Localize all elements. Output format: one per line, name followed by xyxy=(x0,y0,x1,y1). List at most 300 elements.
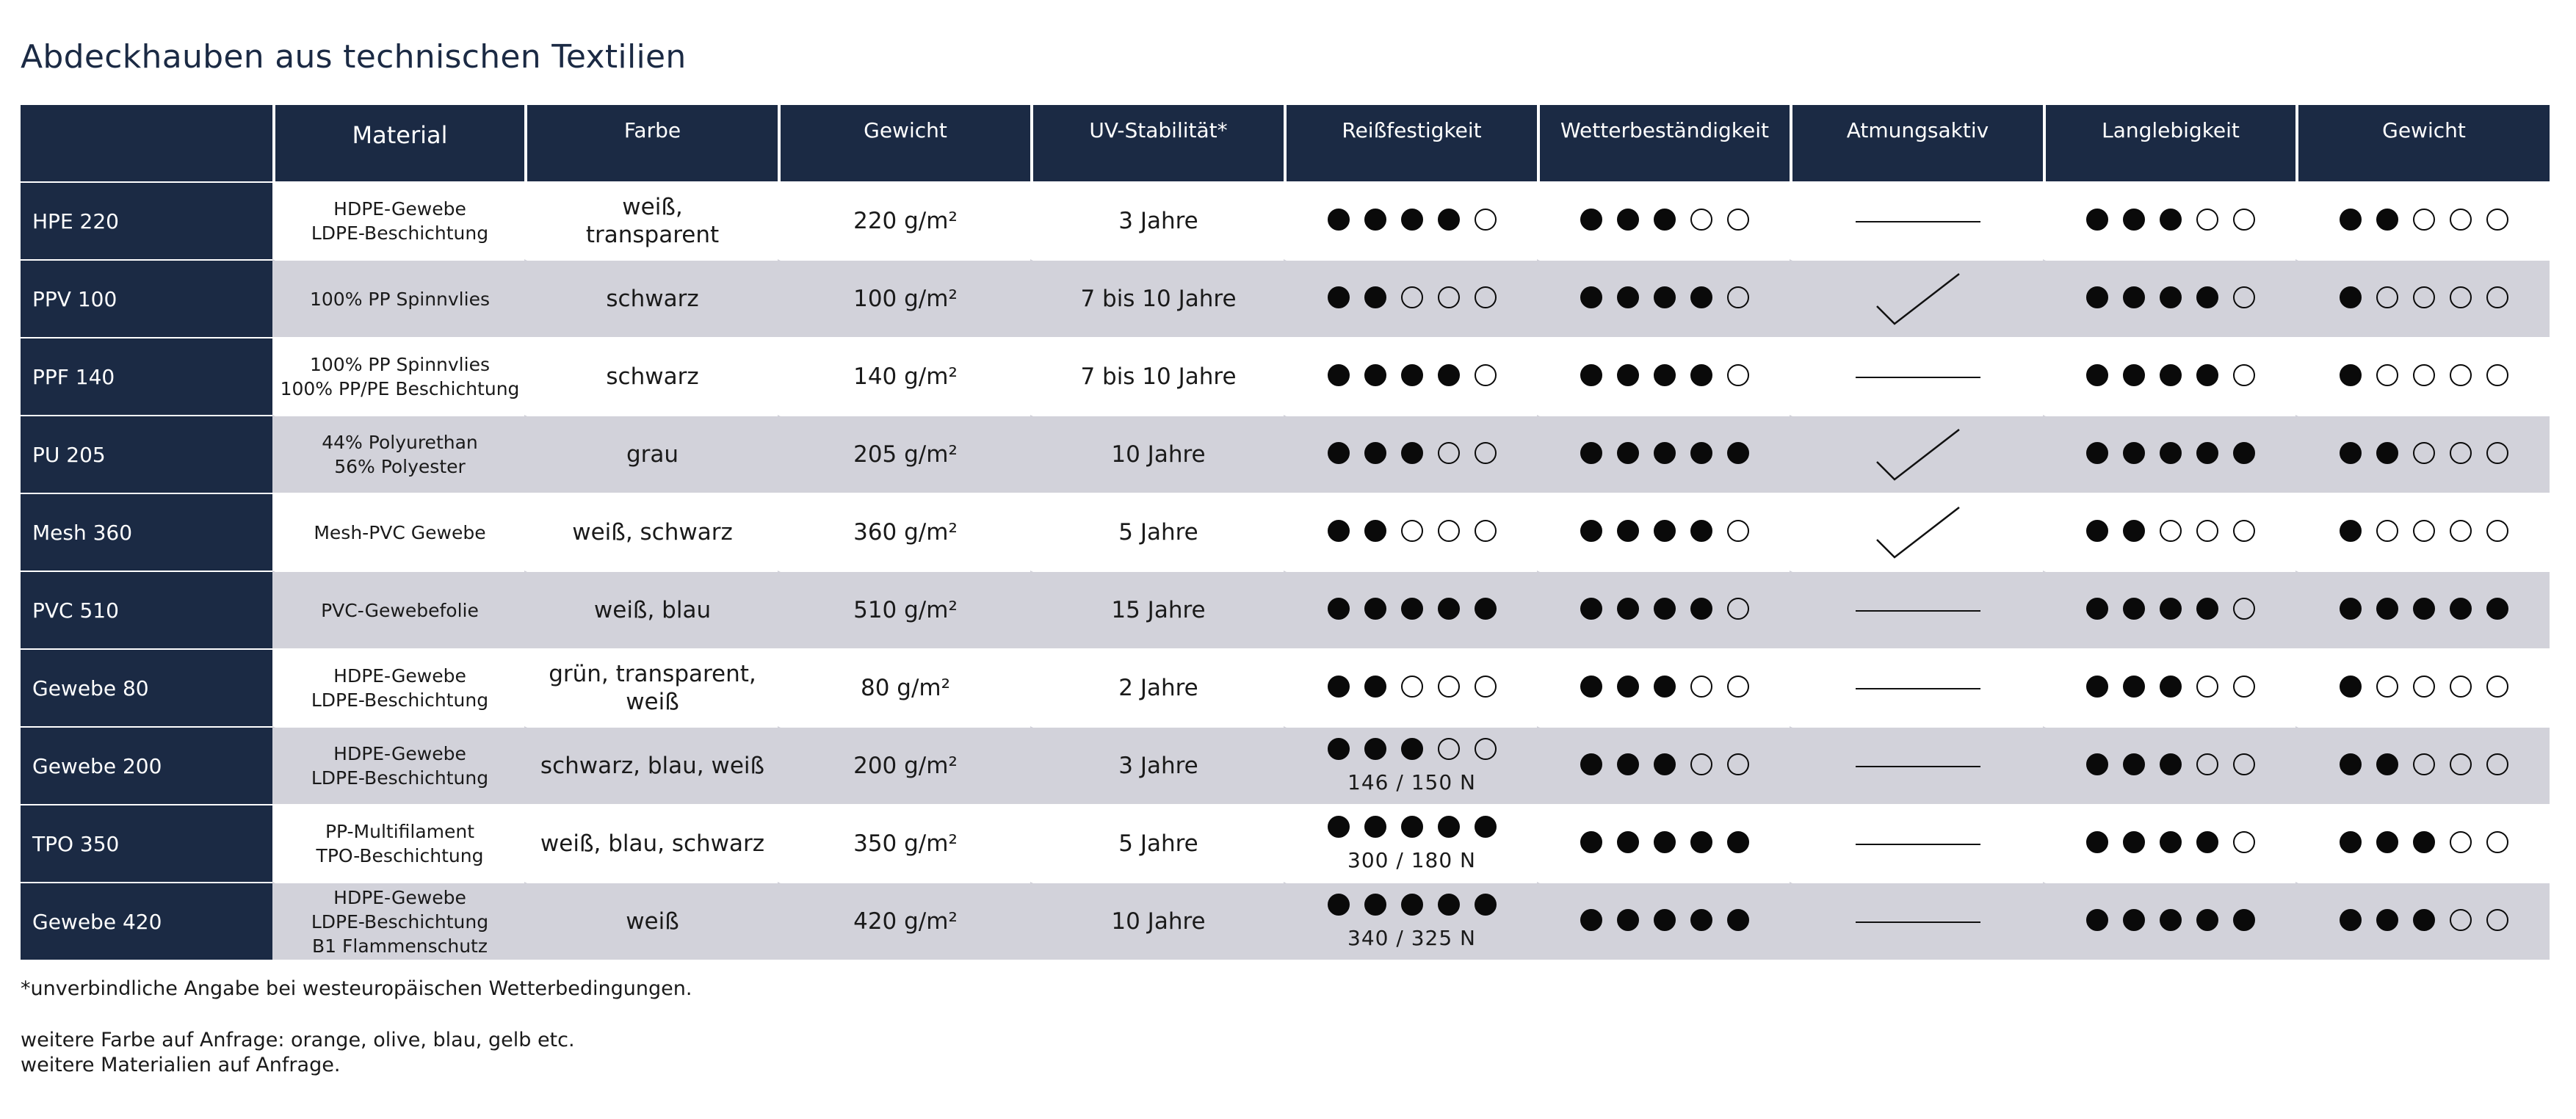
empty-dot-icon xyxy=(1690,753,1712,775)
filled-dot-icon xyxy=(2340,676,2362,698)
filled-dot-icon xyxy=(2123,909,2145,931)
filled-dot-icon xyxy=(2160,831,2182,853)
filled-dot-icon xyxy=(2123,442,2145,464)
langlebigkeit-cell xyxy=(2043,259,2295,337)
empty-dot-icon xyxy=(1727,364,1749,386)
note-materials: weitere Materialien auf Anfrage. xyxy=(21,1054,341,1076)
gewicht-rating xyxy=(2332,753,2516,775)
gewicht-cell: 140 g/m² xyxy=(778,337,1030,415)
atmungsaktiv-cell xyxy=(1790,493,2043,571)
filled-dot-icon xyxy=(2450,598,2472,620)
dash-icon xyxy=(1856,766,1980,767)
filled-dot-icon xyxy=(2086,442,2108,464)
filled-dot-icon xyxy=(1364,738,1386,760)
empty-dot-icon xyxy=(2196,753,2218,775)
reissfestigkeit-cell xyxy=(1284,181,1537,259)
atmungsaktiv-cell xyxy=(1790,804,2043,882)
filled-dot-icon xyxy=(2376,442,2398,464)
filled-dot-icon xyxy=(1580,909,1602,931)
filled-dot-icon xyxy=(1401,598,1423,620)
filled-dot-icon xyxy=(2160,909,2182,931)
filled-dot-icon xyxy=(1475,894,1497,916)
filled-dot-icon xyxy=(1690,364,1712,386)
empty-dot-icon xyxy=(2486,909,2508,931)
filled-dot-icon xyxy=(1328,364,1350,386)
product-name: Gewebe 80 xyxy=(21,648,272,726)
filled-dot-icon xyxy=(1617,286,1639,308)
empty-dot-icon xyxy=(2233,286,2255,308)
material-line: LDPE-Beschichtung xyxy=(311,767,489,789)
product-name: TPO 350 xyxy=(21,804,272,882)
gewicht-rating-cell xyxy=(2295,181,2550,259)
empty-dot-icon xyxy=(2450,676,2472,698)
filled-dot-icon xyxy=(2086,676,2108,698)
empty-dot-icon xyxy=(1438,442,1460,464)
farbe-cell xyxy=(524,882,778,960)
filled-dot-icon xyxy=(2233,909,2255,931)
checkmark-icon xyxy=(1874,269,1962,328)
gewicht-cell: 205 g/m² xyxy=(778,415,1030,493)
filled-dot-icon xyxy=(1654,598,1676,620)
reissfestigkeit-cell xyxy=(1284,415,1537,493)
wetter-rating xyxy=(1573,286,1756,308)
filled-dot-icon xyxy=(1580,442,1602,464)
farbe-line: schwarz xyxy=(606,286,699,312)
gewicht-rating-cell xyxy=(2295,415,2550,493)
empty-dot-icon xyxy=(2196,520,2218,542)
filled-dot-icon xyxy=(2196,286,2218,308)
gewicht-cell: 80 g/m² xyxy=(778,648,1030,726)
wetter-cell xyxy=(1537,181,1790,259)
langlebigkeit-rating xyxy=(2079,598,2262,620)
filled-dot-icon xyxy=(1364,816,1386,838)
gewicht-rating-cell xyxy=(2295,882,2550,960)
filled-dot-icon xyxy=(1401,738,1423,760)
filled-dot-icon xyxy=(1401,894,1423,916)
footnote-uv: *unverbindliche Angabe bei westeuropäischen Wetterbedingungen. xyxy=(21,977,692,1000)
filled-dot-icon xyxy=(1364,442,1386,464)
empty-dot-icon xyxy=(2233,364,2255,386)
empty-dot-icon xyxy=(1727,520,1749,542)
header-reissfestigkeit: Reißfestigkeit xyxy=(1284,105,1537,181)
empty-dot-icon xyxy=(2450,286,2472,308)
filled-dot-icon xyxy=(2376,831,2398,853)
note-colors: weitere Farbe auf Anfrage: orange, olive, blau, gelb etc. xyxy=(21,1029,575,1051)
farbe-cell xyxy=(524,415,778,493)
footnotes xyxy=(21,977,692,1078)
filled-dot-icon xyxy=(2413,831,2435,853)
filled-dot-icon xyxy=(1328,286,1350,308)
filled-dot-icon xyxy=(1617,676,1639,698)
reissfestigkeit-cell xyxy=(1284,571,1537,648)
filled-dot-icon xyxy=(1690,520,1712,542)
material-line: 100% PP Spinnvlies xyxy=(310,288,490,310)
material-cell xyxy=(272,493,524,571)
filled-dot-icon xyxy=(1690,831,1712,853)
farbe-cell xyxy=(524,493,778,571)
header-product xyxy=(21,105,272,181)
product-name: PVC 510 xyxy=(21,571,272,648)
filled-dot-icon xyxy=(1401,364,1423,386)
empty-dot-icon xyxy=(2450,364,2472,386)
gewicht-rating-cell xyxy=(2295,337,2550,415)
filled-dot-icon xyxy=(1328,676,1350,698)
filled-dot-icon xyxy=(1364,676,1386,698)
filled-dot-icon xyxy=(1328,894,1350,916)
filled-dot-icon xyxy=(1617,209,1639,231)
uv-cell: 7 bis 10 Jahre xyxy=(1030,259,1284,337)
reissfestigkeit-cell xyxy=(1284,882,1537,960)
filled-dot-icon xyxy=(1364,286,1386,308)
filled-dot-icon xyxy=(1475,598,1497,620)
wetter-cell xyxy=(1537,882,1790,960)
reissfestigkeit-rating xyxy=(1320,520,1504,542)
filled-dot-icon xyxy=(1438,894,1460,916)
wetter-cell xyxy=(1537,415,1790,493)
filled-dot-icon xyxy=(1580,520,1602,542)
wetter-cell xyxy=(1537,648,1790,726)
table-row xyxy=(21,648,2550,726)
table-row xyxy=(21,882,2550,960)
table-row xyxy=(21,571,2550,648)
empty-dot-icon xyxy=(2486,209,2508,231)
wetter-rating xyxy=(1573,831,1756,853)
reissfestigkeit-cell xyxy=(1284,259,1537,337)
filled-dot-icon xyxy=(1690,286,1712,308)
material-line: PVC-Gewebefolie xyxy=(321,599,479,621)
langlebigkeit-rating xyxy=(2079,364,2262,386)
filled-dot-icon xyxy=(2160,364,2182,386)
farbe-line: schwarz xyxy=(606,363,699,390)
material-line: LDPE-Beschichtung xyxy=(311,222,489,244)
filled-dot-icon xyxy=(2196,598,2218,620)
atmungsaktiv-cell xyxy=(1790,259,2043,337)
filled-dot-icon xyxy=(1617,520,1639,542)
langlebigkeit-cell xyxy=(2043,493,2295,571)
header-wetterbestaendigkeit: Wetterbeständigkeit xyxy=(1537,105,1790,181)
empty-dot-icon xyxy=(1438,520,1460,542)
filled-dot-icon xyxy=(1364,209,1386,231)
empty-dot-icon xyxy=(2376,676,2398,698)
atmungsaktiv-cell xyxy=(1790,415,2043,493)
filled-dot-icon xyxy=(2086,598,2108,620)
wetter-cell xyxy=(1537,493,1790,571)
filled-dot-icon xyxy=(2123,753,2145,775)
filled-dot-icon xyxy=(2086,520,2108,542)
filled-dot-icon xyxy=(1617,831,1639,853)
page-title: Abdeckhauben aus technischen Textilien xyxy=(21,38,687,76)
filled-dot-icon xyxy=(2340,909,2362,931)
material-line: HDPE-Gewebe xyxy=(333,743,466,764)
reissfestigkeit-cell xyxy=(1284,726,1537,804)
uv-cell: 3 Jahre xyxy=(1030,726,1284,804)
material-cell xyxy=(272,181,524,259)
langlebigkeit-rating xyxy=(2079,909,2262,931)
filled-dot-icon xyxy=(2160,209,2182,231)
material-line: 100% PP/PE Beschichtung xyxy=(280,378,520,399)
product-table xyxy=(21,105,2550,960)
reissfestigkeit-rating xyxy=(1320,364,1504,386)
empty-dot-icon xyxy=(2413,209,2435,231)
empty-dot-icon xyxy=(1401,286,1423,308)
langlebigkeit-rating xyxy=(2079,442,2262,464)
wetter-rating xyxy=(1573,442,1756,464)
langlebigkeit-rating xyxy=(2079,286,2262,308)
empty-dot-icon xyxy=(2486,520,2508,542)
gewicht-rating xyxy=(2332,442,2516,464)
filled-dot-icon xyxy=(2340,520,2362,542)
empty-dot-icon xyxy=(2413,520,2435,542)
empty-dot-icon xyxy=(1727,598,1749,620)
material-cell xyxy=(272,415,524,493)
header-gewicht-rating: Gewicht xyxy=(2295,105,2550,181)
uv-cell: 2 Jahre xyxy=(1030,648,1284,726)
gewicht-cell: 100 g/m² xyxy=(778,259,1030,337)
product-name: HPE 220 xyxy=(21,181,272,259)
empty-dot-icon xyxy=(2233,209,2255,231)
farbe-line: weiß xyxy=(626,689,679,715)
atmungsaktiv-cell xyxy=(1790,337,2043,415)
wetter-cell xyxy=(1537,337,1790,415)
material-line: HDPE-Gewebe xyxy=(333,198,466,220)
empty-dot-icon xyxy=(2376,520,2398,542)
empty-dot-icon xyxy=(2486,286,2508,308)
wetter-rating xyxy=(1573,753,1756,775)
langlebigkeit-rating xyxy=(2079,520,2262,542)
empty-dot-icon xyxy=(2233,598,2255,620)
langlebigkeit-rating xyxy=(2079,753,2262,775)
gewicht-cell: 200 g/m² xyxy=(778,726,1030,804)
filled-dot-icon xyxy=(1401,209,1423,231)
empty-dot-icon xyxy=(2486,753,2508,775)
langlebigkeit-cell xyxy=(2043,181,2295,259)
empty-dot-icon xyxy=(2486,442,2508,464)
gewicht-rating xyxy=(2332,520,2516,542)
empty-dot-icon xyxy=(1690,676,1712,698)
table-row xyxy=(21,726,2550,804)
filled-dot-icon xyxy=(2376,909,2398,931)
wetter-rating xyxy=(1573,209,1756,231)
filled-dot-icon xyxy=(1617,909,1639,931)
filled-dot-icon xyxy=(1617,598,1639,620)
filled-dot-icon xyxy=(1438,816,1460,838)
wetter-rating xyxy=(1573,520,1756,542)
filled-dot-icon xyxy=(1654,520,1676,542)
filled-dot-icon xyxy=(2340,598,2362,620)
filled-dot-icon xyxy=(1364,598,1386,620)
table-row xyxy=(21,337,2550,415)
gewicht-rating-cell xyxy=(2295,259,2550,337)
empty-dot-icon xyxy=(1727,753,1749,775)
material-line: B1 Flammenschutz xyxy=(312,935,488,957)
header-farbe: Farbe xyxy=(524,105,778,181)
filled-dot-icon xyxy=(2340,286,2362,308)
dash-icon xyxy=(1856,921,1980,923)
empty-dot-icon xyxy=(1727,676,1749,698)
filled-dot-icon xyxy=(2123,364,2145,386)
wetter-cell xyxy=(1537,804,1790,882)
filled-dot-icon xyxy=(2196,442,2218,464)
gewicht-rating-cell xyxy=(2295,571,2550,648)
farbe-cell xyxy=(524,571,778,648)
empty-dot-icon xyxy=(2450,442,2472,464)
gewicht-rating xyxy=(2332,909,2516,931)
farbe-cell xyxy=(524,804,778,882)
uv-cell: 5 Jahre xyxy=(1030,493,1284,571)
empty-dot-icon xyxy=(2486,364,2508,386)
filled-dot-icon xyxy=(2340,364,2362,386)
table-row xyxy=(21,804,2550,882)
filled-dot-icon xyxy=(2376,209,2398,231)
gewicht-rating-cell xyxy=(2295,804,2550,882)
filled-dot-icon xyxy=(1690,598,1712,620)
filled-dot-icon xyxy=(1364,520,1386,542)
gewicht-cell: 350 g/m² xyxy=(778,804,1030,882)
material-cell xyxy=(272,726,524,804)
farbe-line: schwarz, blau, weiß xyxy=(540,753,765,779)
material-cell xyxy=(272,571,524,648)
filled-dot-icon xyxy=(1617,364,1639,386)
empty-dot-icon xyxy=(1401,520,1423,542)
empty-dot-icon xyxy=(2413,676,2435,698)
filled-dot-icon xyxy=(2160,286,2182,308)
filled-dot-icon xyxy=(2233,442,2255,464)
empty-dot-icon xyxy=(2233,753,2255,775)
dash-icon xyxy=(1856,688,1980,689)
uv-cell: 10 Jahre xyxy=(1030,882,1284,960)
material-cell xyxy=(272,648,524,726)
empty-dot-icon xyxy=(1475,520,1497,542)
empty-dot-icon xyxy=(1438,676,1460,698)
header-langlebigkeit: Langlebigkeit xyxy=(2043,105,2295,181)
gewicht-rating xyxy=(2332,364,2516,386)
langlebigkeit-cell xyxy=(2043,571,2295,648)
filled-dot-icon xyxy=(2123,209,2145,231)
uv-cell: 7 bis 10 Jahre xyxy=(1030,337,1284,415)
filled-dot-icon xyxy=(1364,364,1386,386)
empty-dot-icon xyxy=(2376,286,2398,308)
empty-dot-icon xyxy=(1475,676,1497,698)
reissfestigkeit-cell xyxy=(1284,648,1537,726)
uv-cell: 10 Jahre xyxy=(1030,415,1284,493)
material-cell xyxy=(272,337,524,415)
farbe-cell xyxy=(524,648,778,726)
empty-dot-icon xyxy=(2233,676,2255,698)
product-name: PPF 140 xyxy=(21,337,272,415)
wetter-rating xyxy=(1573,909,1756,931)
material-cell xyxy=(272,259,524,337)
filled-dot-icon xyxy=(1617,753,1639,775)
table-header-row xyxy=(21,105,2550,181)
gewicht-cell: 220 g/m² xyxy=(778,181,1030,259)
filled-dot-icon xyxy=(1580,364,1602,386)
material-line: 44% Polyurethan xyxy=(322,432,478,453)
uv-cell: 3 Jahre xyxy=(1030,181,1284,259)
filled-dot-icon xyxy=(2340,753,2362,775)
farbe-cell xyxy=(524,337,778,415)
filled-dot-icon xyxy=(1727,831,1749,853)
empty-dot-icon xyxy=(1401,676,1423,698)
filled-dot-icon xyxy=(1727,909,1749,931)
empty-dot-icon xyxy=(1438,286,1460,308)
reissfestigkeit-rating xyxy=(1320,209,1504,231)
gewicht-rating xyxy=(2332,209,2516,231)
langlebigkeit-cell xyxy=(2043,337,2295,415)
filled-dot-icon xyxy=(1654,286,1676,308)
farbe-line: weiß, blau, schwarz xyxy=(540,830,765,857)
filled-dot-icon xyxy=(2413,909,2435,931)
atmungsaktiv-cell xyxy=(1790,882,2043,960)
farbe-line: grau xyxy=(626,441,679,468)
wetter-cell xyxy=(1537,571,1790,648)
filled-dot-icon xyxy=(2196,909,2218,931)
wetter-cell xyxy=(1537,259,1790,337)
empty-dot-icon xyxy=(2450,909,2472,931)
empty-dot-icon xyxy=(2196,209,2218,231)
gewicht-rating-cell xyxy=(2295,726,2550,804)
product-name: PPV 100 xyxy=(21,259,272,337)
wetter-rating xyxy=(1573,364,1756,386)
material-line: HDPE-Gewebe xyxy=(333,665,466,687)
reissfestigkeit-rating xyxy=(1320,676,1504,698)
filled-dot-icon xyxy=(1580,209,1602,231)
product-name: Gewebe 200 xyxy=(21,726,272,804)
empty-dot-icon xyxy=(2450,520,2472,542)
filled-dot-icon xyxy=(2086,286,2108,308)
filled-dot-icon xyxy=(1328,442,1350,464)
filled-dot-icon xyxy=(2340,831,2362,853)
langlebigkeit-cell xyxy=(2043,648,2295,726)
material-line: 100% PP Spinnvlies xyxy=(310,354,490,375)
filled-dot-icon xyxy=(2086,831,2108,853)
material-line: TPO-Beschichtung xyxy=(316,845,484,866)
empty-dot-icon xyxy=(1475,442,1497,464)
filled-dot-icon xyxy=(2123,676,2145,698)
material-line: HDPE-Gewebe xyxy=(333,886,466,908)
atmungsaktiv-cell xyxy=(1790,648,2043,726)
filled-dot-icon xyxy=(2486,598,2508,620)
filled-dot-icon xyxy=(2376,753,2398,775)
filled-dot-icon xyxy=(1654,831,1676,853)
empty-dot-icon xyxy=(1727,286,1749,308)
filled-dot-icon xyxy=(2123,831,2145,853)
filled-dot-icon xyxy=(1654,364,1676,386)
table-row xyxy=(21,415,2550,493)
reissfestigkeit-rating xyxy=(1320,738,1504,760)
farbe-line: weiß xyxy=(626,908,679,935)
filled-dot-icon xyxy=(1580,676,1602,698)
filled-dot-icon xyxy=(1328,598,1350,620)
checkmark-icon xyxy=(1874,503,1962,562)
reissfestigkeit-rating xyxy=(1320,286,1504,308)
filled-dot-icon xyxy=(1328,520,1350,542)
dash-icon xyxy=(1856,377,1980,378)
filled-dot-icon xyxy=(2123,520,2145,542)
header-gewicht: Gewicht xyxy=(778,105,1030,181)
reissfestigkeit-cell xyxy=(1284,804,1537,882)
empty-dot-icon xyxy=(2160,520,2182,542)
empty-dot-icon xyxy=(2196,676,2218,698)
langlebigkeit-rating xyxy=(2079,209,2262,231)
material-line: LDPE-Beschichtung xyxy=(311,689,489,711)
material-cell xyxy=(272,882,524,960)
filled-dot-icon xyxy=(2160,676,2182,698)
header-uv-stabilitaet: UV-Stabilität* xyxy=(1030,105,1284,181)
reissfestigkeit-rating xyxy=(1320,894,1504,916)
gewicht-cell: 360 g/m² xyxy=(778,493,1030,571)
checkmark-icon xyxy=(1874,425,1962,484)
filled-dot-icon xyxy=(2340,209,2362,231)
